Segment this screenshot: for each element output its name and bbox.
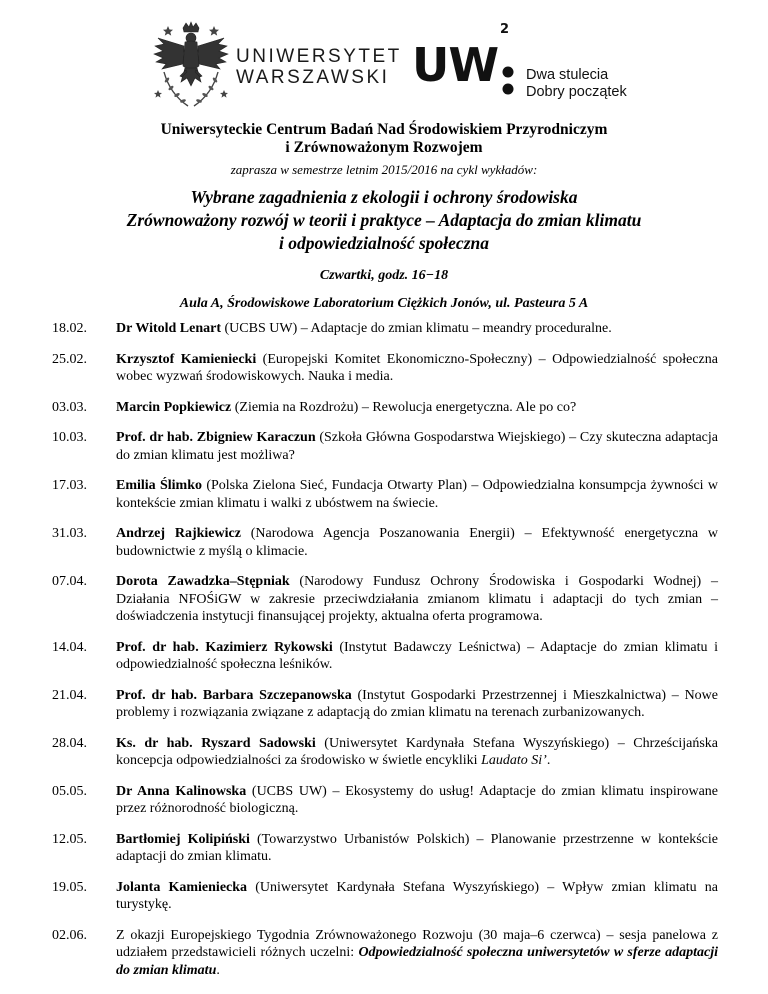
lecture-speaker: Bartłomiej Kolipiński <box>116 831 250 847</box>
lecture-item <box>52 687 718 722</box>
lecture-item <box>52 927 718 980</box>
lecture-description <box>116 477 718 512</box>
lecture-description <box>116 783 718 818</box>
lecture-speaker: Prof. dr hab. Zbigniew Karaczun <box>116 430 316 445</box>
lecture-details: (UCBS UW) – Ekosystemy do usług! Adaptacje do zmian klimatu inspirowane przez różnorodność biologiczną. <box>116 783 719 816</box>
lecture-date: 31.03. <box>52 526 87 541</box>
lecture-item <box>52 735 718 770</box>
lecture-description <box>116 687 718 722</box>
document-header <box>60 121 708 313</box>
encyclical-title: Laudato Si’ <box>481 753 547 768</box>
university-eagle-emblem-icon <box>150 20 232 112</box>
lecture-item <box>52 525 718 560</box>
logo-bar <box>0 0 768 120</box>
lecture-details: (Narodowa Agencja Poszanowania Energii) – Efektywność energetyczna w budownictwie z myślą o klimacie. <box>116 526 718 559</box>
lecture-speaker: Prof. dr hab. Kazimierz Rykowski <box>116 639 333 655</box>
series-subtitle <box>60 209 708 255</box>
lecture-item <box>52 477 718 512</box>
lecture-details: (Narodowy Fundusz Ochrony Środowiska i Gospodarki Wodnej) – Działania NFOŚiGW w zakresie przeciwdziałania zmianom klimatu i adaptacji do tych zmian – doświadczenia instytucji finansującej projekty, aktualna oferta programowa. <box>116 574 718 624</box>
lecture-item <box>52 429 718 464</box>
lecture-description <box>116 320 718 338</box>
organizer-line1: Uniwersyteckie Centrum Badań Nad Środowiskiem Przyrodniczym <box>160 121 608 138</box>
lecture-speaker: Andrzej Rajkiewicz <box>116 526 241 541</box>
lecture-details: Z okazji Europejskiego Tygodnia Zrównoważonego Rozwoju (30 maja–6 czerwca) – sesja panelowa z udziałem przedstawicieli różnych uczelni: <box>116 927 718 960</box>
lecture-speaker: Ks. dr hab. Ryszard Sadowski <box>116 735 316 751</box>
lecture-description <box>116 927 718 980</box>
lecture-speaker: Emilia Ślimko <box>116 478 203 493</box>
lecture-description <box>116 429 718 464</box>
organizer-line2: i Zrównoważonym Rozwojem <box>285 139 483 156</box>
uw-logo-superscript: 2 <box>500 22 510 37</box>
lecture-date: 12.05. <box>52 831 87 847</box>
lecture-date: 18.02. <box>52 321 87 336</box>
invitation-text: zaprasza w semestrze letnim 2015/2016 na cykl wykładów: <box>230 162 538 177</box>
lecture-date: 03.03. <box>52 399 87 415</box>
lecture-list <box>52 320 718 992</box>
lecture-end-punctuation: . <box>216 962 220 978</box>
lecture-item <box>52 783 718 818</box>
lecture-description <box>116 351 718 386</box>
lecture-date: 10.03. <box>52 430 87 445</box>
lecture-date: 19.05. <box>52 879 87 895</box>
subtitle-line1: Zrównoważony rozwój w teorii i praktyce – Adaptacja do zmian klimatu <box>126 210 642 230</box>
lecture-details: (Szkoła Główna Gospodarstwa Wiejskiego) – Czy skuteczna adaptacja do zmian klimatu jest możliwa? <box>116 430 718 463</box>
lecture-details: (Towarzystwo Urbanistów Polskich) – Planowanie przestrzenne w kontekście adaptacji do zmian klimatu. <box>116 831 718 864</box>
lecture-description <box>116 879 718 914</box>
anniversary-tagline <box>526 67 627 101</box>
lecture-item <box>52 639 718 674</box>
lecture-date: 21.04. <box>52 687 87 703</box>
lecture-description <box>116 525 718 560</box>
lecture-end-punctuation: . <box>546 753 551 768</box>
lecture-date: 17.03. <box>52 478 87 493</box>
tagline-line1: Dwa stulecia <box>526 67 609 83</box>
lecture-item <box>52 320 718 338</box>
lecture-details: (Uniwersytet Kardynała Stefana Wyszyńskiego) – Wpływ zmian klimatu na turystykę. <box>116 879 718 912</box>
university-name-line1: UNIWERSYTET <box>236 46 402 67</box>
lecture-date: 25.02. <box>52 351 87 367</box>
lecture-description <box>116 399 718 417</box>
lecture-description <box>116 831 718 866</box>
series-title: Wybrane zagadnienia z ekologii i ochrony środowiska <box>190 187 578 207</box>
tagline-line2: Dobry początek <box>526 84 627 100</box>
lecture-date: 02.06. <box>52 927 87 943</box>
lecture-item <box>52 879 718 914</box>
lecture-date: 05.05. <box>52 783 87 799</box>
university-name-line2: WARSZAWSKI <box>236 67 390 88</box>
lecture-item <box>52 351 718 386</box>
schedule-time: Czwartki, godz. 16−18 <box>319 268 449 283</box>
university-name <box>236 46 402 88</box>
lecture-details: (Uniwersytet Kardynała Stefana Wyszyńskiego) – Chrześcijańska koncepcja odpowiedzialności za środowisko w świetle encykliki <box>116 735 718 768</box>
lecture-speaker: Dorota Zawadzka–Stępniak <box>116 574 290 589</box>
lecture-speaker: Dr Witold Lenart <box>116 321 222 336</box>
lecture-details: (Instytut Gospodarki Przestrzennej i Mieszkalnictwa) – Nowe problemy i rozwiązania związane z adaptacją do zmian klimatu na terenach zurbanizowanych. <box>116 687 718 720</box>
lecture-date: 14.04. <box>52 639 87 655</box>
lecture-details: (UCBS UW) – Adaptacje do zmian klimatu – meandry proceduralne. <box>221 321 612 336</box>
lecture-description <box>116 639 718 674</box>
lecture-speaker: Prof. dr hab. Barbara Szczepanowska <box>116 687 352 703</box>
subtitle-line2: i odpowiedzialność społeczna <box>278 233 489 253</box>
lecture-details: (Ziemia na Rozdrożu) – Rewolucja energetyczna. Ale po co? <box>231 399 577 415</box>
lecture-details: (Instytut Badawczy Leśnictwa) – Adaptacje do zmian klimatu i odpowiedzialność społeczna leśników. <box>116 639 718 672</box>
lecture-speaker: Marcin Popkiewicz <box>116 399 232 415</box>
lecture-date: 28.04. <box>52 735 87 751</box>
lecture-details: (Europejski Komitet Ekonomiczno-Społeczny) – Odpowiedzialność społeczna wobec wyzwań środowiskowych. Nauka i media. <box>116 351 718 384</box>
venue: Aula A, Środowiskowe Laboratorium Ciężkich Jonów, ul. Pasteura 5 A <box>179 296 589 311</box>
lecture-date: 07.04. <box>52 574 87 589</box>
lecture-item <box>52 573 718 626</box>
uw-logo-dots-icon <box>498 44 518 100</box>
lecture-item <box>52 831 718 866</box>
organizer-name <box>60 121 708 157</box>
lecture-speaker: Dr Anna Kalinowska <box>116 783 247 799</box>
lecture-description <box>116 735 718 770</box>
panel-session-title-text: Odpowiedzialność społeczna uniwersytetów w sferze adaptacji do zmian klimatu <box>116 945 718 978</box>
lecture-speaker: Jolanta Kamieniecka <box>116 879 248 895</box>
uw-logo-mark: UW <box>412 38 499 92</box>
lecture-details: (Polska Zielona Sieć, Fundacja Otwarty Plan) – Odpowiedzialna konsumpcja żywności w kontekście zmian klimatu i walki z ubóstwem na świecie. <box>116 478 719 511</box>
lecture-speaker: Krzysztof Kamieniecki <box>116 351 257 367</box>
lecture-item <box>52 399 718 417</box>
lecture-description <box>116 573 718 626</box>
